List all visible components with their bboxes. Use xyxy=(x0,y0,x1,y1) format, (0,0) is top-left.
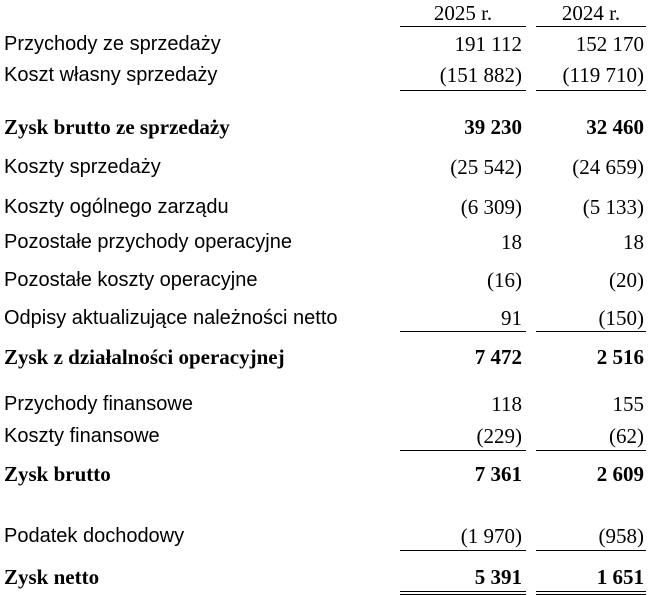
subtotal-rule-2024 xyxy=(536,450,646,451)
row-label: Pozostałe koszty operacyjne xyxy=(4,269,258,291)
value-2025: (16) xyxy=(487,268,522,292)
value-2025: (151 882) xyxy=(439,63,522,87)
row-label: Zysk netto xyxy=(4,565,100,589)
column-header-2025: 2025 r. xyxy=(433,1,493,25)
value-2025: (6 309) xyxy=(460,195,522,219)
statement-row-revenue xyxy=(0,30,652,58)
row-label: Zysk z działalności operacyjnej xyxy=(4,345,285,369)
value-2024: 18 xyxy=(623,230,644,254)
subtotal-rule-2024 xyxy=(536,90,646,91)
value-2024: 152 170 xyxy=(575,32,644,56)
value-2024: (24 659) xyxy=(572,155,644,179)
value-2025: 5 391 xyxy=(474,565,522,589)
statement-row-net-profit xyxy=(0,563,652,591)
statement-row-selling-costs xyxy=(0,153,652,181)
header-underline-2025 xyxy=(400,26,526,27)
row-label: Zysk brutto xyxy=(4,462,111,486)
value-2025: 18 xyxy=(501,230,522,254)
subtotal-rule-2025 xyxy=(400,331,526,332)
value-2024: (62) xyxy=(609,424,644,448)
row-label: Koszt własny sprzedaży xyxy=(4,64,218,86)
subtotal-rule-2024 xyxy=(536,550,646,551)
statement-row-receivables-impairment xyxy=(0,304,652,332)
value-2025: 91 xyxy=(501,306,522,330)
value-2024: (958) xyxy=(598,524,644,548)
row-label: Koszty sprzedaży xyxy=(4,156,161,178)
row-label: Koszty ogólnego zarządu xyxy=(4,196,229,218)
value-2024: 32 460 xyxy=(586,115,644,139)
total-double-rule-2024 xyxy=(536,591,646,592)
statement-row-operating-profit xyxy=(0,343,652,371)
subtotal-rule-2025 xyxy=(400,90,526,91)
value-2025: 191 112 xyxy=(454,32,522,56)
value-2025: 7 472 xyxy=(474,345,522,369)
row-label: Przychody finansowe xyxy=(4,393,193,415)
value-2025: (1 970) xyxy=(460,524,522,548)
statement-row-other-operating-income xyxy=(0,228,652,256)
value-2024: (20) xyxy=(609,268,644,292)
column-header-2024: 2024 r. xyxy=(561,1,621,25)
value-2025: 39 230 xyxy=(464,115,522,139)
value-2024: 2 609 xyxy=(596,462,644,486)
statement-row-income-tax xyxy=(0,522,652,550)
row-label: Pozostałe przychody operacyjne xyxy=(4,231,292,253)
statement-row-financial-income xyxy=(0,390,652,418)
value-2024: (150) xyxy=(598,306,644,330)
value-2025: (229) xyxy=(476,424,522,448)
subtotal-rule-2025 xyxy=(400,450,526,451)
value-2024: (5 133) xyxy=(582,195,644,219)
row-label: Zysk brutto ze sprzedaży xyxy=(4,115,230,139)
statement-row-other-operating-costs xyxy=(0,266,652,294)
row-label: Podatek dochodowy xyxy=(4,525,185,547)
value-2024: 2 516 xyxy=(596,345,644,369)
row-label: Koszty finansowe xyxy=(4,425,160,447)
subtotal-rule-2025 xyxy=(400,550,526,551)
value-2024: 1 651 xyxy=(596,565,644,589)
value-2024: (119 710) xyxy=(562,63,644,87)
row-label: Odpisy aktualizujące należności netto xyxy=(4,307,338,329)
row-label: Przychody ze sprzedaży xyxy=(4,33,221,55)
header-underline-2024 xyxy=(536,26,646,27)
statement-row-cost-of-sales xyxy=(0,61,652,89)
statement-row-admin-costs xyxy=(0,193,652,221)
value-2024: 155 xyxy=(612,392,644,416)
statement-row-gross-profit xyxy=(0,460,652,488)
statement-row-gross-profit-on-sales xyxy=(0,113,652,141)
statement-row-financial-costs xyxy=(0,422,652,450)
total-double-rule-2025 xyxy=(400,591,526,592)
subtotal-rule-2024 xyxy=(536,331,646,332)
value-2025: (25 542) xyxy=(450,155,522,179)
value-2025: 7 361 xyxy=(474,462,522,486)
value-2025: 118 xyxy=(491,392,522,416)
